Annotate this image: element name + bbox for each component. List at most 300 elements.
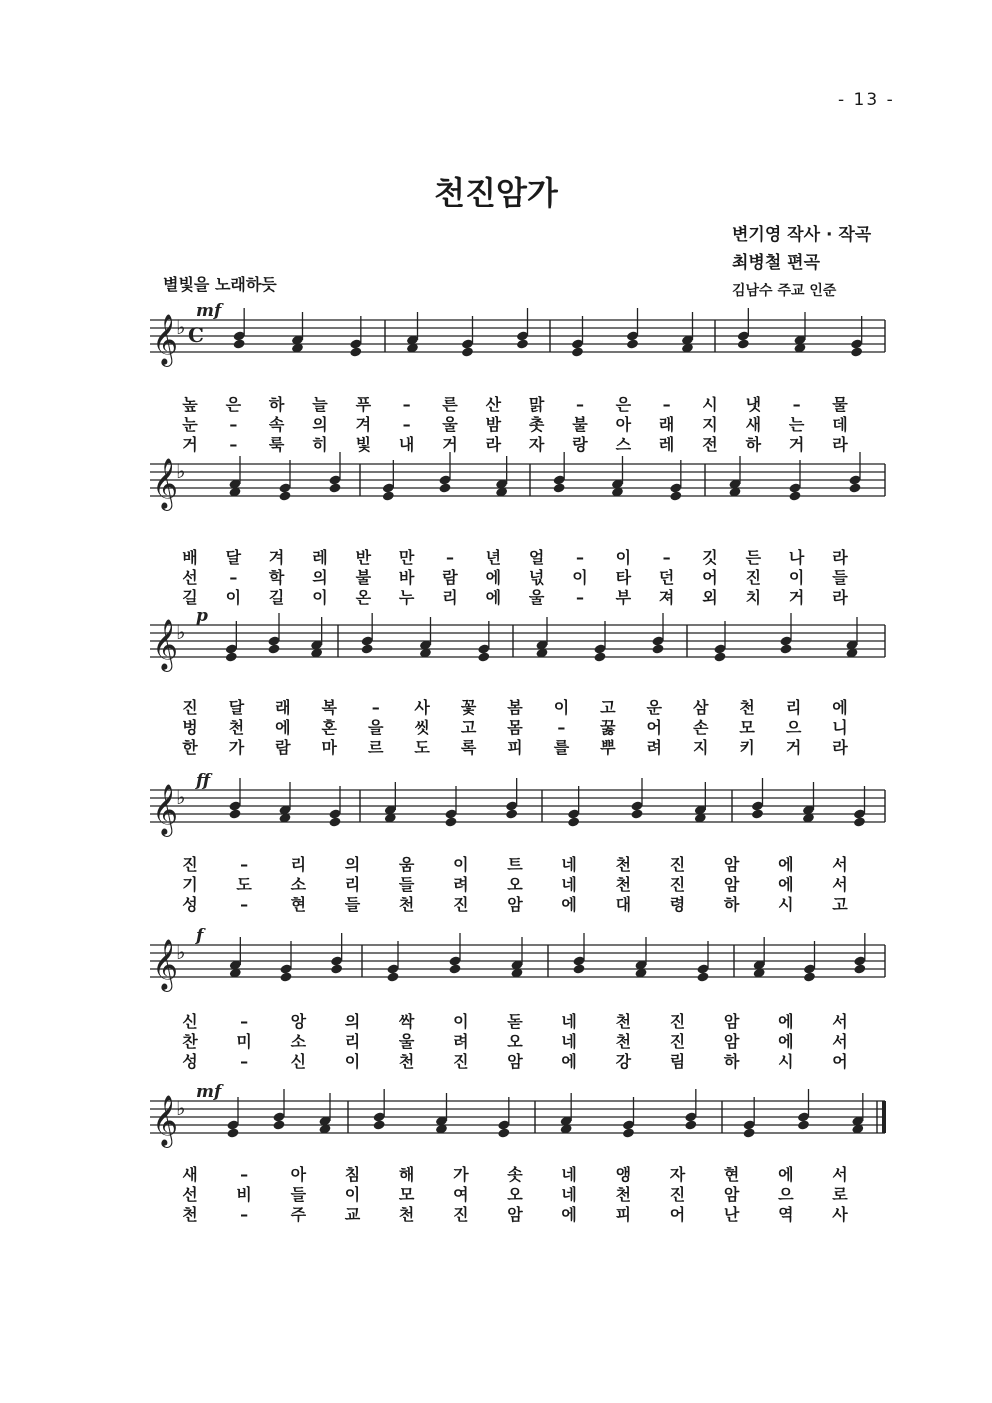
lyric-syllable: 자 bbox=[528, 435, 545, 454]
lyric-syllable: 이 bbox=[225, 588, 242, 607]
lyric-syllable: 리 bbox=[785, 698, 802, 717]
lyric-syllable: 진 bbox=[182, 855, 198, 874]
lyric-syllable: 겨 bbox=[268, 548, 285, 567]
dynamic-marking: p bbox=[196, 606, 208, 626]
treble-clef-icon: 𝄞 bbox=[152, 314, 179, 365]
lyricist-composer: 변기영 작사 · 작곡 bbox=[732, 225, 872, 245]
lyric-syllable: 리 bbox=[442, 588, 458, 607]
lyric-syllable: 오 bbox=[507, 1032, 523, 1051]
lyric-syllable: – bbox=[371, 698, 380, 717]
flat-key-signature-icon: ♭ bbox=[176, 620, 186, 644]
lyric-syllable: 에 bbox=[485, 568, 502, 587]
lyric-syllable: 소 bbox=[290, 1032, 307, 1051]
lyric-syllable: 진 bbox=[669, 855, 686, 874]
lyric-syllable: 씻 bbox=[414, 718, 430, 737]
lyric-syllable: 오 bbox=[507, 1185, 523, 1204]
lyric-syllable: 에 bbox=[778, 855, 794, 874]
lyric-syllable: 이 bbox=[453, 855, 469, 874]
lyric-syllable: 가 bbox=[228, 738, 245, 757]
dynamic-marking: f bbox=[196, 926, 204, 946]
lyric-syllable: 에 bbox=[778, 1165, 794, 1184]
lyric-syllable: 미 bbox=[236, 1032, 252, 1051]
lyric-syllable: 모 bbox=[398, 1185, 415, 1204]
dynamic-marking: mf bbox=[196, 301, 222, 321]
lyric-syllable: 이 bbox=[453, 1012, 469, 1031]
lyric-syllable: 에 bbox=[561, 895, 577, 914]
lyric-syllable: 천 bbox=[398, 895, 415, 914]
lyric-line bbox=[0, 548, 992, 568]
lyric-syllable: 속 bbox=[268, 415, 285, 434]
lyric-syllable: 서 bbox=[832, 855, 848, 874]
lyric-syllable: 어 bbox=[669, 1205, 686, 1224]
lyric-syllable: 깃 bbox=[702, 548, 718, 567]
lyric-syllable: 래 bbox=[275, 698, 291, 717]
lyric-syllable: 어 bbox=[702, 568, 718, 587]
lyric-syllable: 트 bbox=[507, 855, 523, 874]
lyric-syllable: 천 bbox=[615, 1012, 632, 1031]
lyric-syllable: 성 bbox=[182, 895, 198, 914]
lyric-syllable: – bbox=[446, 548, 454, 567]
treble-clef-icon: 𝄞 bbox=[152, 458, 179, 509]
flat-key-signature-icon: ♭ bbox=[176, 459, 186, 483]
lyric-syllable: 서 bbox=[832, 1032, 848, 1051]
lyric-syllable: 레 bbox=[658, 435, 675, 454]
lyric-syllable: 랑 bbox=[572, 435, 588, 454]
lyric-syllable: 거 bbox=[788, 588, 805, 607]
lyric-syllable: – bbox=[229, 435, 238, 454]
lyric-syllable: 으 bbox=[778, 1185, 794, 1204]
lyric-syllable: 히 bbox=[312, 435, 328, 454]
lyric-syllable: 려 bbox=[453, 875, 469, 894]
lyric-syllable: 솟 bbox=[507, 1165, 523, 1184]
lyric-syllable: 천 bbox=[228, 718, 245, 737]
lyric-syllable: 라 bbox=[832, 435, 848, 454]
lyric-syllable: 든 bbox=[745, 548, 762, 567]
lyric-syllable: 스 bbox=[615, 435, 632, 454]
lyric-syllable: 한 bbox=[182, 738, 198, 757]
dynamic-marking: mf bbox=[196, 1082, 222, 1102]
lyric-syllable: 넋 bbox=[528, 568, 545, 587]
lyric-syllable: 불 bbox=[355, 568, 372, 587]
lyric-syllable: 전 bbox=[702, 435, 718, 454]
lyric-syllable: 진 bbox=[453, 895, 469, 914]
lyric-syllable: 외 bbox=[702, 588, 718, 607]
lyric-syllable: 선 bbox=[182, 568, 198, 587]
lyric-syllable: 진 bbox=[453, 1205, 469, 1224]
lyric-syllable: 진 bbox=[669, 1185, 686, 1204]
lyric-syllable: 진 bbox=[669, 1012, 686, 1031]
lyric-syllable: 시 bbox=[702, 395, 718, 414]
lyric-syllable: 던 bbox=[658, 568, 675, 587]
lyric-syllable: 리 bbox=[344, 1032, 361, 1051]
lyric-syllable: – bbox=[557, 718, 566, 737]
lyric-syllable: 반 bbox=[355, 548, 372, 567]
lyric-syllable: 람 bbox=[442, 568, 458, 587]
lyric-syllable: 달 bbox=[228, 698, 245, 717]
lyric-syllable: 침 bbox=[344, 1165, 361, 1184]
lyric-syllable: 천 bbox=[615, 875, 632, 894]
lyric-syllable: 소 bbox=[290, 875, 307, 894]
flat-key-signature-icon: ♭ bbox=[176, 315, 186, 339]
lyric-syllable: 기 bbox=[182, 875, 198, 894]
lyric-syllable: 거 bbox=[182, 435, 198, 454]
lyric-syllable: 암 bbox=[507, 895, 523, 914]
lyric-syllable: 몸 bbox=[507, 718, 523, 737]
lyric-syllable: 비 bbox=[236, 1185, 252, 1204]
lyric-line bbox=[0, 1052, 992, 1072]
flat-key-signature-icon: ♭ bbox=[176, 785, 186, 809]
lyric-line bbox=[0, 855, 992, 875]
lyric-line bbox=[0, 395, 992, 415]
lyric-syllable: 이 bbox=[788, 568, 805, 587]
lyric-syllable: 배 bbox=[182, 548, 198, 567]
staff-system bbox=[0, 300, 992, 380]
lyric-syllable: 이 bbox=[572, 568, 588, 587]
staff-system bbox=[0, 444, 992, 524]
lyric-syllable: 로 bbox=[832, 1185, 848, 1204]
lyric-syllable: 라 bbox=[485, 435, 502, 454]
lyric-line bbox=[0, 698, 992, 718]
lyric-syllable: 사 bbox=[414, 698, 430, 717]
song-title: 천진암가 bbox=[434, 174, 558, 212]
lyric-syllable: – bbox=[240, 1012, 249, 1031]
lyric-syllable: 혼 bbox=[321, 718, 338, 737]
lyric-syllable: 진 bbox=[669, 875, 686, 894]
lyric-syllable: 려 bbox=[453, 1032, 469, 1051]
lyric-syllable: 가 bbox=[453, 1165, 469, 1184]
lyric-syllable: 네 bbox=[561, 1012, 577, 1031]
lyric-syllable: 을 bbox=[367, 718, 384, 737]
lyric-syllable: 에 bbox=[832, 698, 848, 717]
staff-system bbox=[0, 925, 992, 1005]
lyric-line bbox=[0, 738, 992, 758]
lyric-syllable: 현 bbox=[723, 1165, 740, 1184]
lyric-syllable: 라 bbox=[832, 548, 848, 567]
lyric-syllable: 은 bbox=[615, 395, 632, 414]
lyric-syllable: 새 bbox=[745, 415, 762, 434]
lyric-syllable: 현 bbox=[290, 895, 307, 914]
lyric-syllable: 으 bbox=[785, 718, 802, 737]
lyric-syllable: – bbox=[240, 1205, 249, 1224]
page-number: - 13 - bbox=[838, 90, 895, 110]
lyric-syllable: 꽃 bbox=[460, 698, 477, 717]
lyric-syllable: 오 bbox=[507, 875, 523, 894]
lyric-syllable: – bbox=[240, 1052, 249, 1071]
lyric-syllable: 네 bbox=[561, 875, 577, 894]
lyric-syllable: 천 bbox=[739, 698, 755, 717]
lyric-syllable: 학 bbox=[268, 568, 285, 587]
staff-system bbox=[0, 770, 992, 850]
lyric-syllable: – bbox=[576, 395, 584, 414]
lyric-syllable: 교 bbox=[344, 1205, 361, 1224]
lyric-syllable: 모 bbox=[739, 718, 755, 737]
lyric-syllable: 에 bbox=[778, 875, 794, 894]
lyric-syllable: 천 bbox=[398, 1205, 415, 1224]
lyric-syllable: 어 bbox=[832, 1052, 848, 1071]
lyric-syllable: 피 bbox=[615, 1205, 632, 1224]
lyric-syllable: 얼 bbox=[528, 548, 545, 567]
lyric-syllable: 래 bbox=[658, 415, 675, 434]
lyric-syllable: 벙 bbox=[182, 718, 198, 737]
lyric-syllable: – bbox=[662, 548, 671, 567]
lyric-syllable: 빛 bbox=[355, 435, 372, 454]
lyric-syllable: 라 bbox=[832, 738, 848, 757]
lyric-syllable: 천 bbox=[615, 1032, 632, 1051]
flat-key-signature-icon: ♭ bbox=[176, 940, 186, 964]
lyric-syllable: 하 bbox=[268, 395, 285, 414]
lyric-syllable: 에 bbox=[778, 1012, 794, 1031]
lyric-syllable: 암 bbox=[507, 1052, 523, 1071]
lyric-syllable: 사 bbox=[832, 1205, 848, 1224]
lyric-syllable: 람 bbox=[275, 738, 291, 757]
lyric-syllable: 자 bbox=[669, 1165, 686, 1184]
lyric-line bbox=[0, 568, 992, 588]
staff-system bbox=[0, 1081, 992, 1161]
lyric-syllable: 레 bbox=[312, 548, 328, 567]
lyric-syllable: 네 bbox=[561, 1165, 577, 1184]
lyric-syllable: 들 bbox=[344, 895, 361, 914]
lyric-syllable: 진 bbox=[182, 698, 198, 717]
lyric-syllable: 거 bbox=[785, 738, 802, 757]
lyric-syllable: 의 bbox=[312, 415, 328, 434]
lyric-line bbox=[0, 1185, 992, 1205]
lyric-syllable: 암 bbox=[723, 1012, 740, 1031]
lyric-syllable: 의 bbox=[312, 568, 328, 587]
flat-key-signature-icon: ♭ bbox=[176, 1096, 186, 1120]
lyric-syllable: 를 bbox=[553, 738, 570, 757]
lyric-syllable: 도 bbox=[236, 875, 252, 894]
treble-clef-icon: 𝄞 bbox=[152, 619, 179, 670]
lyric-syllable: 뿌 bbox=[600, 738, 616, 757]
lyric-syllable: 려 bbox=[646, 738, 663, 757]
lyric-syllable: 치 bbox=[745, 588, 762, 607]
lyric-syllable: 이 bbox=[312, 588, 328, 607]
lyric-syllable: 령 bbox=[669, 895, 686, 914]
lyric-syllable: 어 bbox=[646, 718, 663, 737]
lyric-syllable: – bbox=[229, 568, 238, 587]
lyric-syllable: 아 bbox=[615, 415, 632, 434]
lyric-syllable: 암 bbox=[723, 1032, 740, 1051]
lyric-syllable: – bbox=[402, 395, 411, 414]
lyric-syllable: 늘 bbox=[312, 395, 328, 414]
lyric-syllable: 만 bbox=[398, 548, 415, 567]
lyric-syllable: 해 bbox=[398, 1165, 415, 1184]
lyric-syllable: 선 bbox=[182, 1185, 198, 1204]
lyric-syllable: 길 bbox=[268, 588, 285, 607]
lyric-line bbox=[0, 1032, 992, 1052]
lyric-syllable: 바 bbox=[398, 568, 415, 587]
lyric-line bbox=[0, 1165, 992, 1185]
lyric-syllable: 달 bbox=[225, 548, 242, 567]
lyric-syllable: 리 bbox=[344, 875, 361, 894]
lyric-syllable: 니 bbox=[832, 718, 848, 737]
lyric-syllable: 신 bbox=[182, 1012, 198, 1031]
lyric-syllable: 시 bbox=[778, 895, 794, 914]
lyric-syllable: 암 bbox=[507, 1205, 523, 1224]
lyric-syllable: 찬 bbox=[182, 1032, 198, 1051]
lyric-syllable: 천 bbox=[398, 1052, 415, 1071]
lyric-syllable: 이 bbox=[344, 1052, 361, 1071]
lyric-syllable: 의 bbox=[344, 1012, 361, 1031]
lyric-syllable: 산 bbox=[485, 395, 502, 414]
lyric-syllable: 강 bbox=[615, 1052, 632, 1071]
lyric-syllable: 암 bbox=[723, 1185, 740, 1204]
lyric-syllable: 천 bbox=[182, 1205, 198, 1224]
lyric-syllable: 에 bbox=[561, 1052, 577, 1071]
lyric-syllable: 나 bbox=[788, 548, 805, 567]
lyric-syllable: 암 bbox=[723, 875, 740, 894]
lyric-syllable: 룩 bbox=[268, 435, 285, 454]
common-time-icon: C bbox=[188, 323, 204, 347]
lyric-syllable: 돋 bbox=[507, 1012, 523, 1031]
lyric-syllable: 운 bbox=[646, 698, 663, 717]
lyric-syllable: 의 bbox=[344, 855, 361, 874]
lyric-syllable: 리 bbox=[290, 855, 307, 874]
lyric-syllable: – bbox=[576, 548, 584, 567]
lyric-syllable: 밤 bbox=[485, 415, 502, 434]
lyric-syllable: 물 bbox=[832, 395, 848, 414]
lyric-syllable: 거 bbox=[442, 435, 458, 454]
lyric-syllable: 대 bbox=[615, 895, 632, 914]
lyric-syllable: 져 bbox=[658, 588, 675, 607]
lyric-syllable: 서 bbox=[832, 1165, 848, 1184]
tempo-marking: 별빛을 노래하듯 bbox=[163, 275, 277, 294]
lyric-syllable: 타 bbox=[615, 568, 632, 587]
lyric-syllable: 손 bbox=[692, 718, 709, 737]
lyric-line bbox=[0, 718, 992, 738]
lyric-syllable: 꿇 bbox=[600, 718, 616, 737]
lyric-syllable: 복 bbox=[321, 698, 338, 717]
lyric-syllable: 움 bbox=[398, 855, 415, 874]
lyric-syllable: 른 bbox=[442, 395, 458, 414]
staff-system bbox=[0, 605, 992, 685]
lyric-syllable: 부 bbox=[615, 588, 632, 607]
lyric-syllable: 봄 bbox=[507, 698, 523, 717]
lyric-syllable: 년 bbox=[485, 548, 502, 567]
lyric-syllable: 삼 bbox=[692, 698, 709, 717]
lyric-syllable: 림 bbox=[669, 1052, 686, 1071]
lyric-syllable: 네 bbox=[561, 1185, 577, 1204]
lyric-syllable: 이 bbox=[615, 548, 632, 567]
lyric-syllable: – bbox=[240, 855, 249, 874]
lyric-syllable: 데 bbox=[832, 415, 848, 434]
lyric-syllable: 난 bbox=[723, 1205, 740, 1224]
lyric-syllable: 시 bbox=[778, 1052, 794, 1071]
lyric-syllable: – bbox=[229, 415, 238, 434]
lyric-syllable: 네 bbox=[561, 855, 577, 874]
credits bbox=[732, 221, 871, 305]
lyric-syllable: – bbox=[402, 415, 411, 434]
lyric-syllable: 들 bbox=[290, 1185, 307, 1204]
lyric-syllable: 암 bbox=[723, 855, 740, 874]
lyric-syllable: 주 bbox=[290, 1205, 307, 1224]
lyric-syllable: 에 bbox=[778, 1032, 794, 1051]
treble-clef-icon: 𝄞 bbox=[152, 1095, 179, 1146]
lyric-syllable: 들 bbox=[832, 568, 848, 587]
lyric-syllable: 눈 bbox=[182, 415, 198, 434]
lyric-syllable: – bbox=[792, 395, 801, 414]
treble-clef-icon: 𝄞 bbox=[152, 939, 179, 990]
lyric-syllable: 새 bbox=[182, 1165, 198, 1184]
dynamic-marking: ff bbox=[196, 771, 211, 791]
lyric-syllable: 길 bbox=[182, 588, 198, 607]
lyric-syllable: 라 bbox=[832, 588, 848, 607]
lyric-syllable: 울 bbox=[442, 415, 458, 434]
lyric-syllable: 하 bbox=[723, 1052, 740, 1071]
lyric-line bbox=[0, 1205, 992, 1225]
lyric-syllable: 겨 bbox=[355, 415, 372, 434]
approval: 김남수 주교 인준 bbox=[732, 283, 837, 299]
lyric-syllable: 거 bbox=[788, 435, 805, 454]
lyric-syllable: 록 bbox=[460, 738, 477, 757]
treble-clef-icon: 𝄞 bbox=[152, 784, 179, 835]
lyric-syllable: – bbox=[662, 395, 671, 414]
lyric-syllable: 진 bbox=[669, 1032, 686, 1051]
lyric-syllable: 진 bbox=[453, 1052, 469, 1071]
lyric-syllable: 천 bbox=[615, 855, 632, 874]
lyric-syllable: – bbox=[240, 895, 249, 914]
lyric-line bbox=[0, 895, 992, 915]
lyric-syllable: 피 bbox=[507, 738, 523, 757]
lyric-syllable: 울 bbox=[398, 1032, 415, 1051]
final-barline bbox=[882, 1101, 886, 1133]
lyric-syllable: 이 bbox=[344, 1185, 361, 1204]
lyric-syllable: 불 bbox=[572, 415, 588, 434]
lyric-syllable: 지 bbox=[702, 415, 718, 434]
lyric-syllable: 고 bbox=[832, 895, 848, 914]
lyric-line bbox=[0, 415, 992, 435]
lyric-syllable: – bbox=[576, 588, 584, 607]
lyric-syllable: 에 bbox=[561, 1205, 577, 1224]
lyric-syllable: 높 bbox=[182, 395, 198, 414]
lyric-syllable: 지 bbox=[692, 738, 709, 757]
lyric-syllable: 누 bbox=[398, 588, 415, 607]
lyric-syllable: 온 bbox=[355, 588, 372, 607]
lyric-syllable: 울 bbox=[528, 588, 545, 607]
lyric-syllable: 네 bbox=[561, 1032, 577, 1051]
lyric-line bbox=[0, 1012, 992, 1032]
lyric-syllable: 성 bbox=[182, 1052, 198, 1071]
lyric-syllable: – bbox=[240, 1165, 249, 1184]
lyric-syllable: 도 bbox=[414, 738, 430, 757]
lyric-syllable: 여 bbox=[453, 1185, 469, 1204]
lyric-syllable: 맑 bbox=[528, 395, 545, 414]
lyric-syllable: 마 bbox=[321, 738, 338, 757]
lyric-syllable: 냇 bbox=[745, 395, 762, 414]
lyric-syllable: 하 bbox=[723, 895, 740, 914]
lyric-syllable: 앙 bbox=[290, 1012, 307, 1031]
lyric-syllable: 은 bbox=[225, 395, 242, 414]
lyric-syllable: 에 bbox=[485, 588, 502, 607]
lyric-syllable: 키 bbox=[739, 738, 755, 757]
lyric-syllable: 신 bbox=[290, 1052, 307, 1071]
lyric-syllable: 는 bbox=[788, 415, 805, 434]
lyric-syllable: 서 bbox=[832, 1012, 848, 1031]
lyric-line bbox=[0, 875, 992, 895]
lyric-syllable: 역 bbox=[778, 1205, 794, 1224]
lyric-syllable: 서 bbox=[832, 875, 848, 894]
lyric-syllable: 르 bbox=[367, 738, 384, 757]
lyric-syllable: 에 bbox=[275, 718, 291, 737]
lyric-syllable: 천 bbox=[615, 1185, 632, 1204]
lyric-syllable: 아 bbox=[290, 1165, 307, 1184]
lyric-syllable: 촛 bbox=[528, 415, 545, 434]
lyric-syllable: 고 bbox=[600, 698, 616, 717]
lyric-syllable: 고 bbox=[460, 718, 477, 737]
lyric-syllable: 진 bbox=[745, 568, 762, 587]
lyric-syllable: 들 bbox=[398, 875, 415, 894]
arranger: 최병철 편곡 bbox=[732, 253, 821, 273]
